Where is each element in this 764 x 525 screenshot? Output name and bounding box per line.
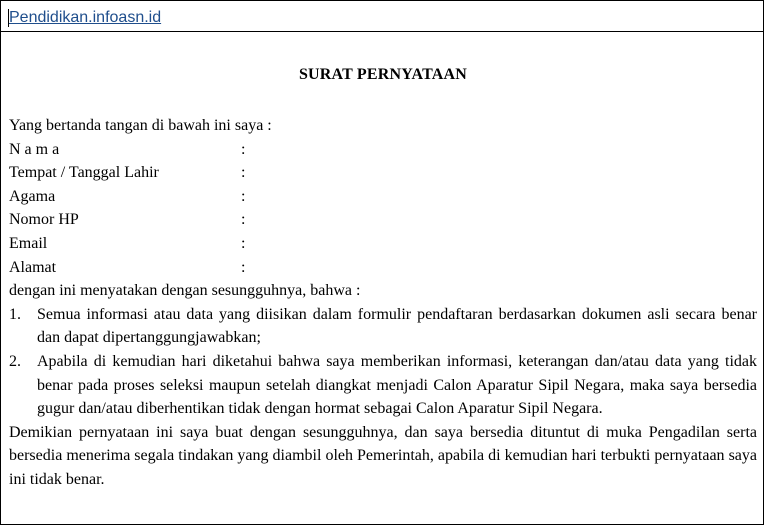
header-link[interactable]: Pendidikan.infoasn.id xyxy=(9,9,162,26)
field-label: Agama xyxy=(9,187,56,205)
field-row-nomor-hp xyxy=(9,208,757,232)
header-divider xyxy=(1,31,763,32)
statement-intro: dengan ini menyatakan dengan sesungguhnya, bahwa : xyxy=(9,282,361,300)
field-colon: : xyxy=(241,187,246,205)
field-row-tempat-tanggal-lahir xyxy=(9,161,757,185)
field-colon: : xyxy=(241,258,246,276)
list-item xyxy=(9,350,757,421)
field-row-alamat xyxy=(9,256,757,280)
list-text: Semua informasi atau data yang diisikan dalam formulir pendaftaran berdasarkan dokumen asli secara benar dan dapat dipertanggungjawabkan; xyxy=(37,305,757,347)
intro-text: Yang bertanda tangan di bawah ini saya : xyxy=(9,117,272,134)
field-row-agama xyxy=(9,185,757,209)
field-colon: : xyxy=(241,234,246,252)
field-label: Email xyxy=(9,234,48,252)
field-row-nama xyxy=(9,138,757,162)
field-label: Nomor HP xyxy=(9,211,79,229)
field-colon: : xyxy=(241,140,246,158)
document-body xyxy=(9,114,757,492)
field-colon: : xyxy=(241,164,246,182)
field-label: Alamat xyxy=(9,258,57,276)
field-colon: : xyxy=(241,211,246,229)
field-row-email xyxy=(9,232,757,256)
list-item xyxy=(9,303,757,350)
list-number: 1. xyxy=(9,305,21,323)
field-label: N a m a xyxy=(9,140,60,158)
list-text: Apabila di kemudian hari diketahui bahwa saya memberikan informasi, keterangan dan/atau data yang tidak benar pada proses seleksi maupun setelah diangkat menjadi Calon Aparatur Sipil Negara, maka saya bersedia gugur dan/atau diberhentikan tidak dengan hormat sebagai Calon Aparatur Sipil Negara. xyxy=(37,352,757,418)
closing-paragraph: Demikian pernyataan ini saya buat dengan sesungguhnya, dan saya bersedia dituntut di muka Pengadilan serta bersedia menerima segala tindakan yang diambil oleh Pemerintah, apabila di kemudian hari terbukti pernyataan saya ini tidak benar. xyxy=(9,423,757,488)
document-title: SURAT PERNYATAAN xyxy=(298,66,468,83)
field-label: Tempat / Tanggal Lahir xyxy=(9,164,159,182)
list-number: 2. xyxy=(9,352,21,370)
